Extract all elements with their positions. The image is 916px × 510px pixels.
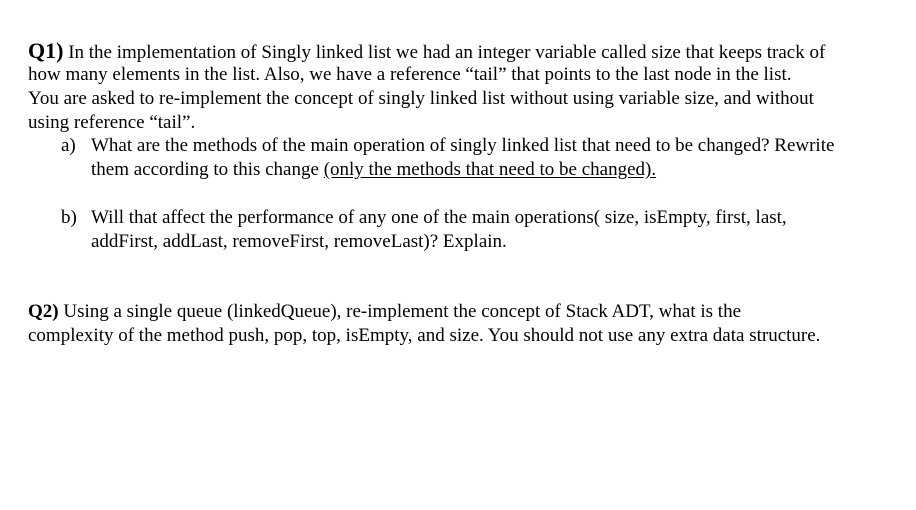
q2-line-1 xyxy=(28,300,741,324)
q1-label: Q1) xyxy=(28,38,64,63)
q1-part-b-marker: b) xyxy=(61,207,77,228)
q1-part-a-line-2-prefix: them according to this change xyxy=(91,159,324,180)
q2-label: Q2) xyxy=(28,301,59,322)
q1-part-a-line-1: What are the methods of the main operation of singly linked list that need to be changed? Rewrite xyxy=(91,135,835,156)
q1-part-b-line-1: Will that affect the performance of any one of the main operations( size, isEmpty, first, last, xyxy=(91,207,787,228)
q1-part-b-line-2: addFirst, addLast, removeFirst, removeLast)? Explain. xyxy=(91,231,507,252)
q1-line-3: You are asked to re-implement the concept of singly linked list without using variable size, and without xyxy=(28,88,814,109)
q1-part-a-line-2 xyxy=(91,158,656,182)
q1-line-1 xyxy=(28,39,825,65)
q2-text-line-1: Using a single queue (linkedQueue), re-implement the concept of Stack ADT, what is the xyxy=(58,301,742,322)
q1-part-a-underlined-note: (only the methods that need to be changed). xyxy=(323,159,657,180)
q1-line-4: using reference “tail”. xyxy=(28,112,196,133)
q1-part-a-marker: a) xyxy=(61,135,76,156)
q1-text-line-1: In the implementation of Singly linked list we had an integer variable called size that keeps track of xyxy=(63,42,826,63)
q2-line-2: complexity of the method push, pop, top, isEmpty, and size. You should not use any extra data structure. xyxy=(28,325,821,346)
q1-line-2: how many elements in the list. Also, we have a reference “tail” that points to the last node in the list. xyxy=(28,64,792,85)
